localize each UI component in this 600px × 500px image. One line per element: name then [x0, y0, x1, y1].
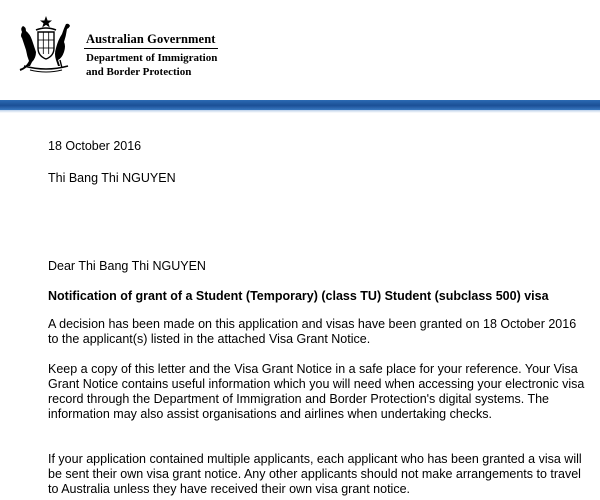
department-name-line2: and Border Protection — [86, 66, 192, 78]
letter-subject: Notification of grant of a Student (Temporary) (class TU) Student (subclass 500) visa — [48, 289, 549, 303]
australian-coat-of-arms-icon — [14, 14, 78, 76]
letterhead-divider — [84, 48, 218, 49]
header-band-shadow — [0, 110, 600, 113]
letter-addressee: Thi Bang Thi NGUYEN — [48, 171, 176, 185]
letter-salutation: Dear Thi Bang Thi NGUYEN — [48, 259, 206, 273]
paragraph-multiple-applicants: If your application contained multiple applicants, each applicant who has been granted a visa will be sent their own visa grant notice. Any other applicants should not make arrangements to travel to Australia unless they have received their own visa grant notice. — [48, 452, 582, 496]
paragraph-keep-copy: Keep a copy of this letter and the Visa Grant Notice in a safe place for your reference. Your Visa Grant Notice contains useful information which you will need when accessing your electronic visa record through the Department of Immigration and Border Protection's digital systems. The information may also assist organisations and airlines when undertaking checks. — [48, 362, 585, 421]
header-band — [0, 100, 600, 110]
letter-date: 18 October 2016 — [48, 139, 142, 153]
letterhead — [0, 0, 600, 96]
government-name: Australian Government — [86, 32, 216, 46]
department-name-line1: Department of Immigration — [86, 52, 218, 64]
paragraph-decision: A decision has been made on this application and visas have been granted on 18 October 2016 to the applicant(s) listed in the attached Visa Grant Notice. — [48, 317, 577, 346]
